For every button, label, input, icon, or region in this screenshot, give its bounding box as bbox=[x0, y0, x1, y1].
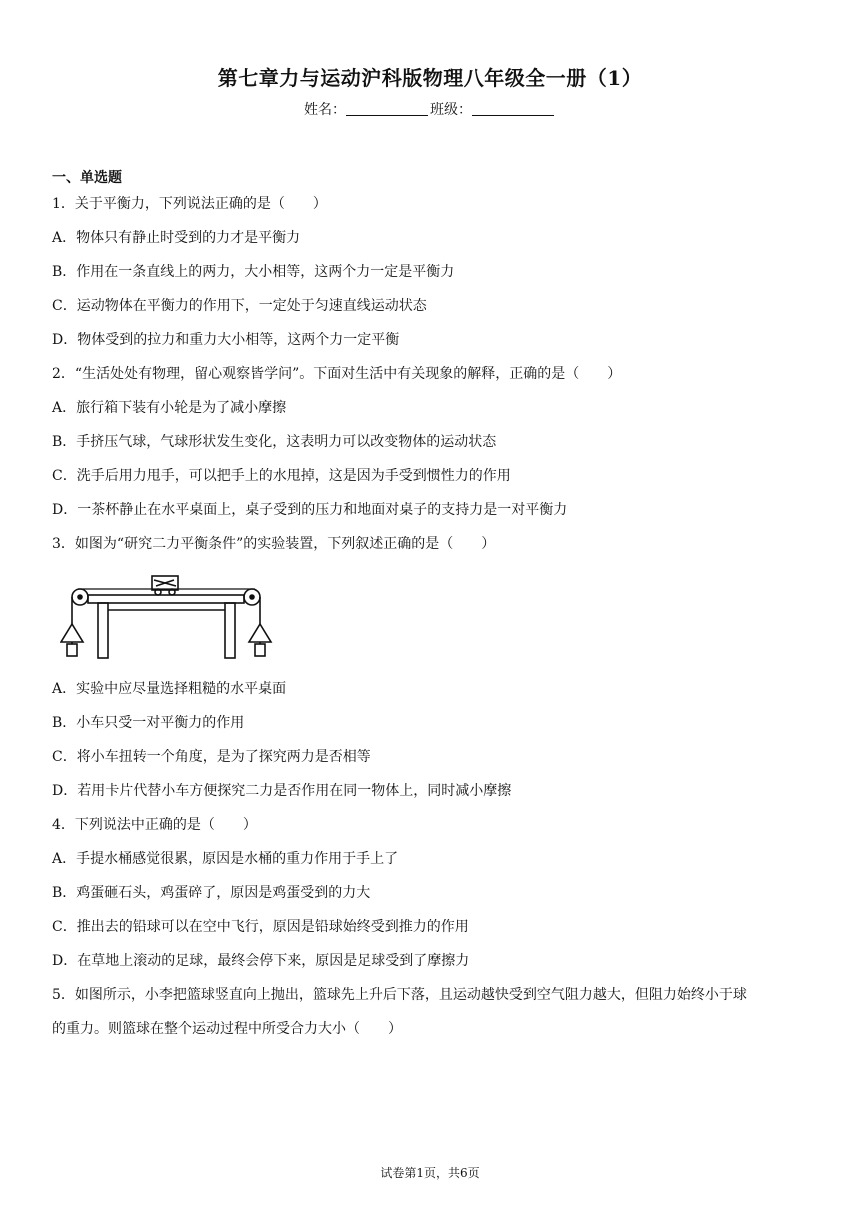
question-1-option-c: C．运动物体在平衡力的作用下，一定处于匀速直线运动状态 bbox=[52, 298, 427, 314]
question-4-option-a: A．手提水桶感觉很累，原因是水桶的重力作用于手上了 bbox=[52, 851, 399, 867]
table-top bbox=[88, 595, 244, 603]
weight-left bbox=[67, 644, 77, 656]
two-force-balance-apparatus-figure bbox=[60, 570, 280, 662]
table-leg-left bbox=[98, 603, 108, 658]
page-footer: 试卷第1页，共6页 bbox=[380, 1166, 480, 1180]
question-3-option-c: C．将小车扭转一个角度，是为了探究两力是否相等 bbox=[52, 749, 371, 765]
weight-right bbox=[255, 644, 265, 656]
name-blank[interactable] bbox=[346, 101, 428, 116]
question-3-option-a: A．实验中应尽量选择粗糙的水平桌面 bbox=[52, 681, 287, 697]
question-1-option-a: A．物体只有静止时受到的力才是平衡力 bbox=[52, 230, 301, 246]
question-2-option-c: C．洗手后用力甩手，可以把手上的水甩掉，这是因为手受到惯性力的作用 bbox=[52, 468, 511, 484]
name-label: 姓名： bbox=[304, 102, 346, 118]
question-5-stem: 5．如图所示，小李把篮球竖直向上抛出，篮球先上升后下落，且运动越快受到空气阻力越大，但阻力始终小于球 bbox=[52, 987, 747, 1003]
question-2-stem: 2．“生活处处有物理，留心观察皆学问”。下面对生活中有关现象的解释，正确的是（ ） bbox=[52, 366, 622, 382]
question-1-stem: 1．关于平衡力，下列说法正确的是（ ） bbox=[52, 196, 327, 212]
question-3-option-d: D．若用卡片代替小车方便探究二力是否作用在同一物体上，同时减小摩擦 bbox=[52, 783, 512, 799]
student-info-line bbox=[0, 99, 860, 119]
question-4-option-b: B．鸡蛋砸石头，鸡蛋碎了，原因是鸡蛋受到的力大 bbox=[52, 885, 371, 901]
question-3-option-b: B．小车只受一对平衡力的作用 bbox=[52, 715, 245, 731]
question-4-option-d: D．在草地上滚动的足球，最终会停下来，原因是足球受到了摩擦力 bbox=[52, 953, 470, 969]
class-label: 班级： bbox=[430, 102, 472, 118]
question-2-option-b: B．手挤压气球，气球形状发生变化，这表明力可以改变物体的运动状态 bbox=[52, 434, 497, 450]
question-3-stem: 3．如图为“研究二力平衡条件”的实验装置，下列叙述正确的是（ ） bbox=[52, 536, 496, 552]
class-blank[interactable] bbox=[472, 101, 554, 116]
weight-hanger-right bbox=[249, 624, 271, 642]
question-2-option-d: D．一茶杯静止在水平桌面上，桌子受到的压力和地面对桌子的支持力是一对平衡力 bbox=[52, 502, 568, 518]
question-4-stem: 4．下列说法中正确的是（ ） bbox=[52, 817, 257, 833]
table-leg-right bbox=[225, 603, 235, 658]
section-title: 一、单选题 bbox=[52, 170, 122, 186]
question-2-option-a: A．旅行箱下装有小轮是为了减小摩擦 bbox=[52, 400, 287, 416]
question-1-option-d: D．物体受到的拉力和重力大小相等，这两个力一定平衡 bbox=[52, 332, 400, 348]
page-title: 第七章力与运动沪科版物理八年级全一册（1） bbox=[217, 66, 643, 90]
question-5-stem-continued: 的重力。则篮球在整个运动过程中所受合力大小（ ） bbox=[52, 1021, 402, 1037]
question-4-option-c: C．推出去的铅球可以在空中飞行，原因是铅球始终受到推力的作用 bbox=[52, 919, 469, 935]
weight-hanger-left bbox=[61, 624, 83, 642]
question-1-option-b: B．作用在一条直线上的两力，大小相等，这两个力一定是平衡力 bbox=[52, 264, 455, 280]
